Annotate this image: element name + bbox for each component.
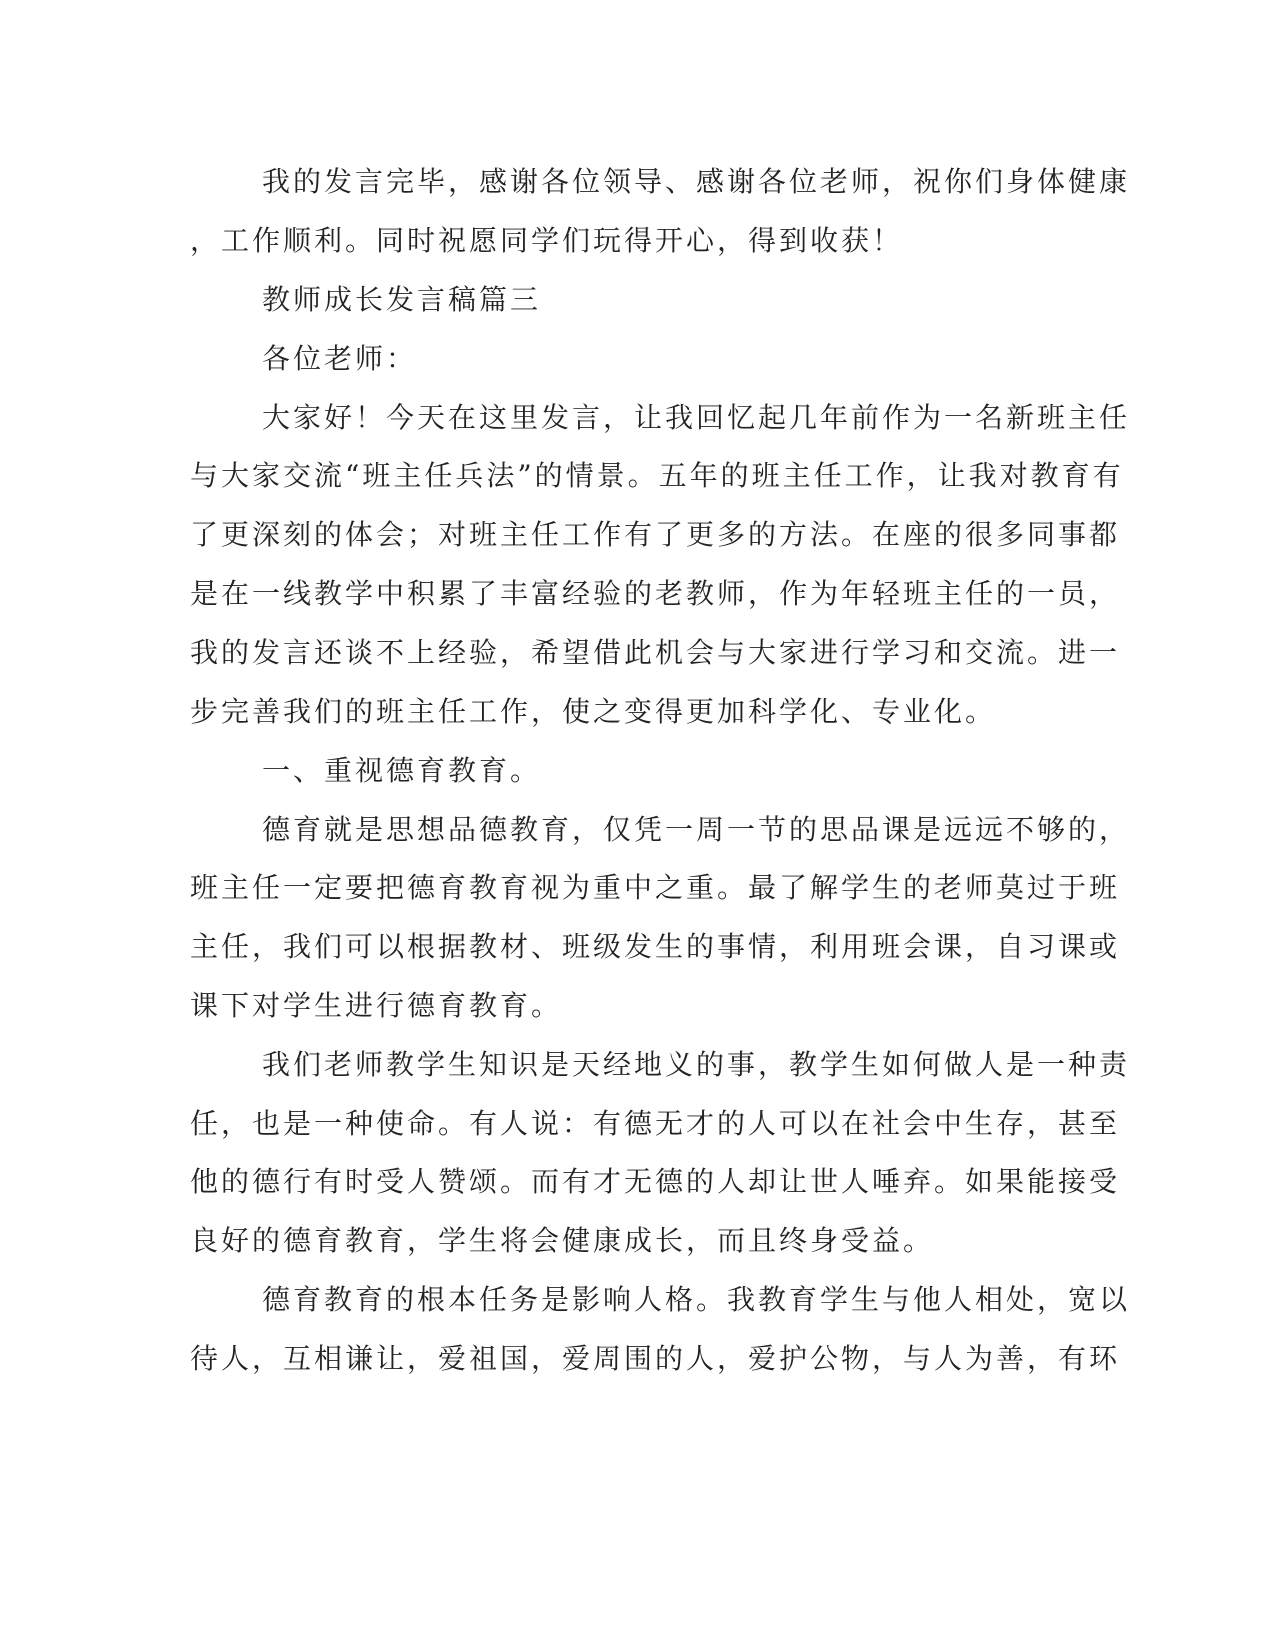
text-line: 德育就是思想品德教育，仅凭一周一节的思品课是远远不够的，	[262, 813, 1131, 846]
text-line: 我们老师教学生知识是天经地义的事，教学生如何做人是一种责	[262, 1048, 1131, 1081]
text-line: 我的发言还谈不上经验，希望借此机会与大家进行学习和交流。进一	[190, 636, 1121, 669]
text-line: 步完善我们的班主任工作，使之变得更加科学化、专业化。	[190, 695, 997, 728]
text-line: 了更深刻的体会；对班主任工作有了更多的方法。在座的很多同事都	[190, 518, 1121, 551]
text-line: 主任，我们可以根据教材、班级发生的事情，利用班会课，自习课或	[190, 930, 1121, 963]
text-line: ，工作顺利。同时祝愿同学们玩得开心，得到收获！	[190, 224, 904, 257]
text-line: 大家好！今天在这里发言，让我回忆起几年前作为一名新班主任	[262, 401, 1131, 434]
text-line: 待人，互相谦让，爱祖国，爱周围的人，爱护公物，与人为善，有环	[190, 1342, 1121, 1375]
text-line: 良好的德育教育，学生将会健康成长，而且终身受益。	[190, 1224, 935, 1257]
text-line: 任，也是一种使命。有人说：有德无才的人可以在社会中生存，甚至	[190, 1107, 1121, 1140]
text-line: 课下对学生进行德育教育。	[190, 989, 563, 1022]
text-line: 我的发言完毕，感谢各位领导、感谢各位老师，祝你们身体健康	[262, 165, 1131, 198]
salutation: 各位老师：	[262, 342, 418, 375]
text-line: 是在一线教学中积累了丰富经验的老教师，作为年轻班主任的一员，	[190, 577, 1121, 610]
section-heading: 教师成长发言稿篇三	[262, 283, 542, 316]
subsection-heading: 一、重视德育教育。	[262, 754, 542, 787]
text-line: 德育教育的根本任务是影响人格。我教育学生与他人相处，宽以	[262, 1283, 1131, 1316]
text-line: 与大家交流“班主任兵法”的情景。五年的班主任工作，让我对教育有	[190, 459, 1124, 492]
text-line: 班主任一定要把德育教育视为重中之重。最了解学生的老师莫过于班	[190, 871, 1121, 904]
text-line: 他的德行有时受人赞颂。而有才无德的人却让世人唾弃。如果能接受	[190, 1165, 1121, 1198]
